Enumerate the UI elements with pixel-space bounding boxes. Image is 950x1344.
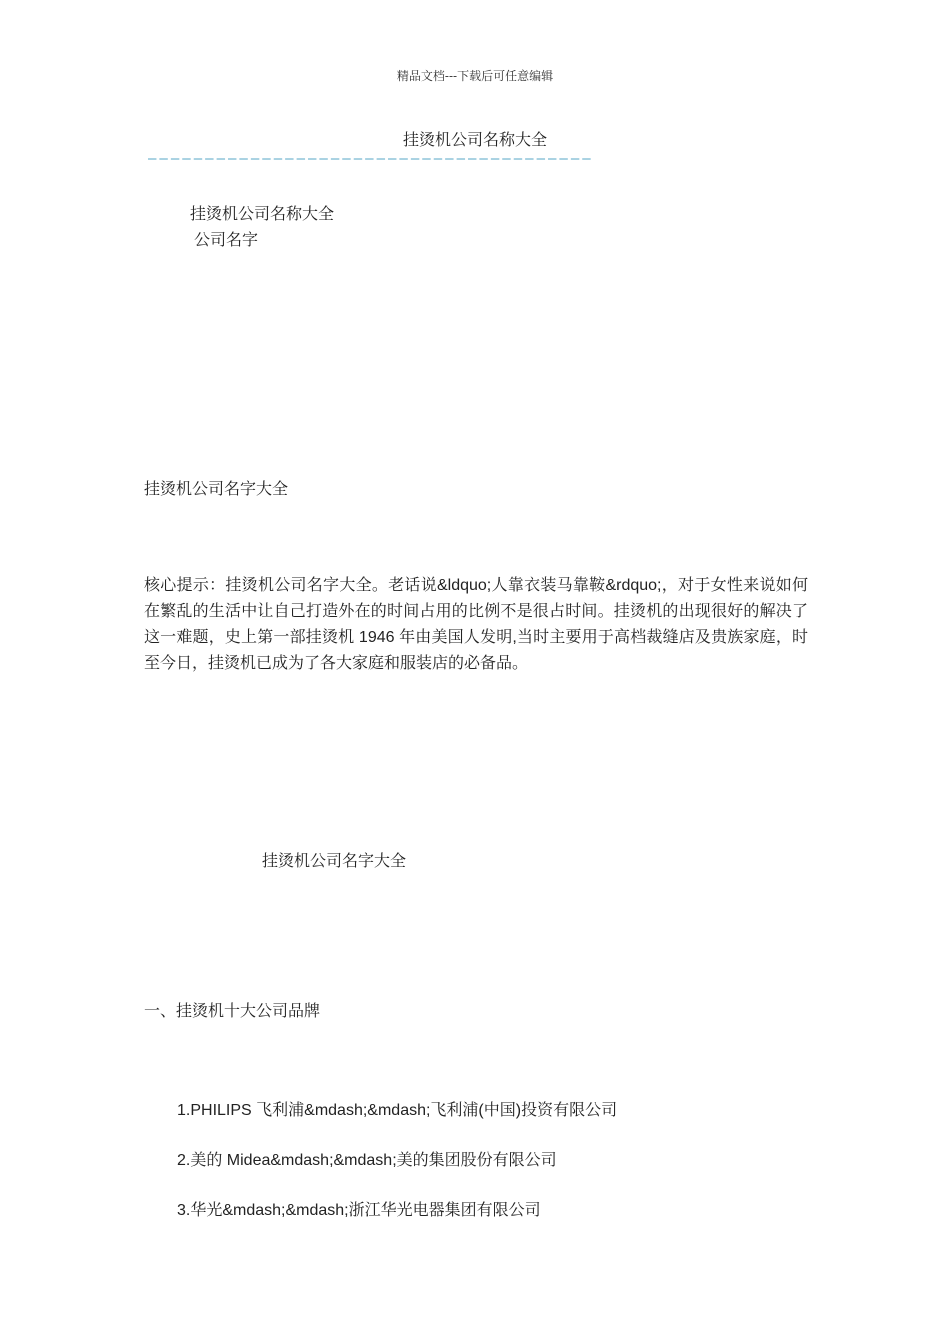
core-tip-paragraph: 核心提示：挂烫机公司名字大全。老话说&ldquo;人靠衣装马靠鞍&rdquo;，对于女性来说如何在繁乱的生活中让自己打造外在的时间占用的比例不是很占时间。挂烫机的出现很好的解决了这一难题，史上第一部挂烫机 1946 年由美国人发明,当时主要用于高档裁缝店及贵族家庭，时至今日，挂烫机已成为了各大家庭和服装店的必备品。 — [144, 577, 808, 672]
title-separator: ——————————————————————————————————————— — [148, 151, 594, 167]
brand-item-2: 2.美的 Midea&mdash;&mdash;美的集团股份有限公司 — [177, 1152, 557, 1169]
section-heading: 挂烫机公司名字大全 — [144, 479, 289, 498]
header-note: 精品文档---下载后可任意编辑 — [396, 69, 554, 83]
brand-item-1: 1.PHILIPS 飞利浦&mdash;&mdash;飞利浦(中国)投资有限公司 — [177, 1102, 618, 1119]
subtitle-company-name: 公司名字 — [194, 230, 259, 249]
brand-item-3: 3.华光&mdash;&mdash;浙江华光电器集团有限公司 — [177, 1202, 541, 1219]
list-heading: 一、挂烫机十大公司品牌 — [144, 1001, 321, 1020]
subtitle-company-names: 挂烫机公司名称大全 — [190, 204, 335, 223]
image-caption: 挂烫机公司名字大全 — [262, 851, 407, 870]
document-title: 挂烫机公司名称大全 — [402, 130, 547, 149]
